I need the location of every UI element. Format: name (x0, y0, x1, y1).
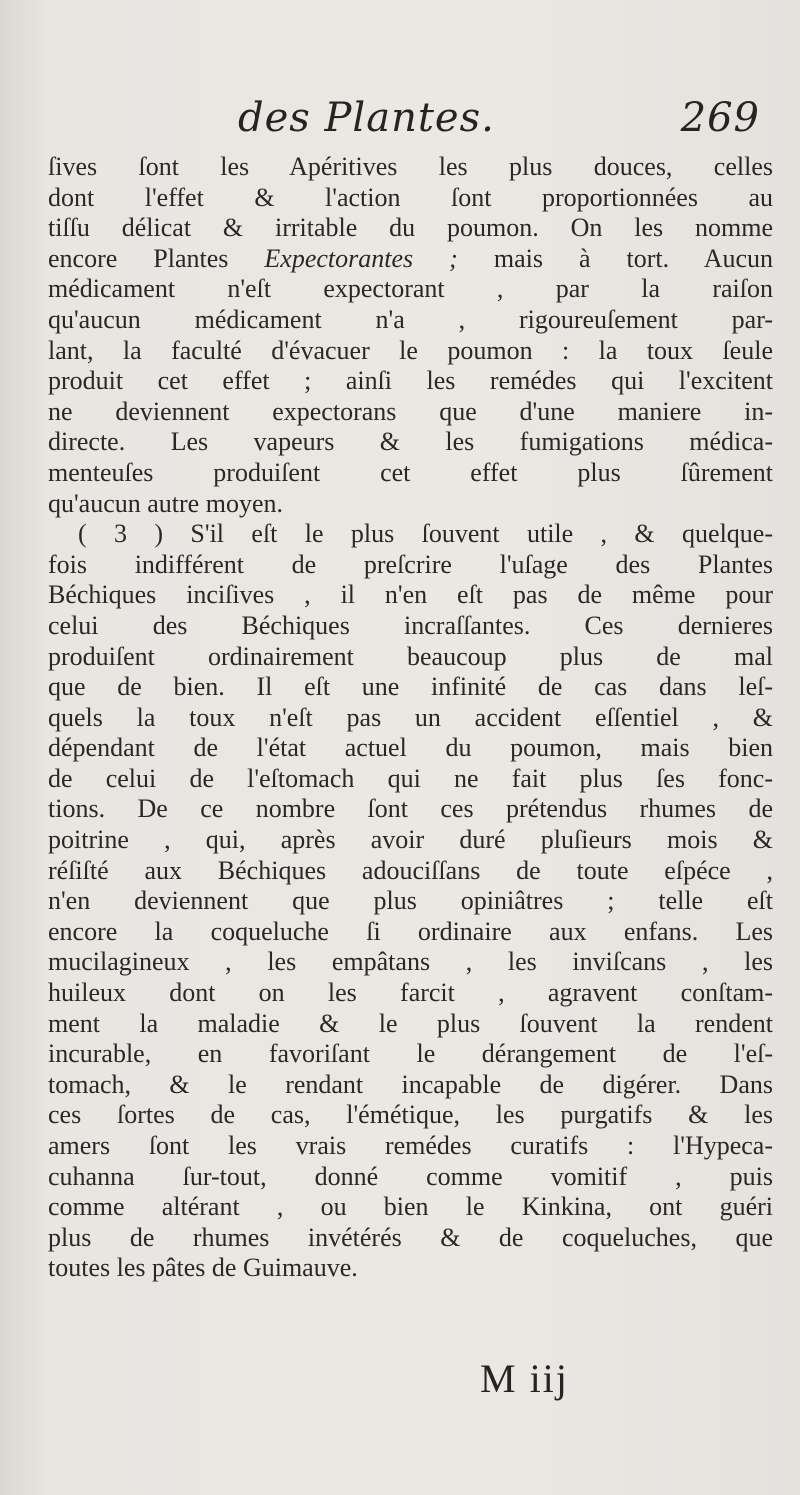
text-line: médicament n'eſt expectorant , par la raiſon (48, 274, 773, 304)
text-line: de celui de l'eſtomach qui ne fait plus ſes fonc- (48, 763, 773, 793)
italic-term: Expectorantes ; (264, 243, 458, 273)
text-line: produiſent ordinairement beaucoup plus de mal (48, 641, 773, 671)
text-line: huileux dont on les farcit , agravent conſtam- (48, 978, 773, 1008)
text-line: mucilagineux , les empâtans , les inviſcans , les (48, 947, 773, 977)
text-line: ces ſortes de cas, l'émétique, les purgatifs & les (48, 1100, 773, 1130)
text-line: que de bien. Il eſt une infinité de cas dans leſ- (48, 672, 773, 702)
text-line: lant, la faculté d'évacuer le poumon : la toux ſeule (48, 335, 773, 365)
text-line: comme altérant , ou bien le Kinkina, ont guéri (48, 1192, 773, 1222)
body-text (48, 152, 773, 1284)
text-line: amers ſont les vrais remédes curatifs : l'Hypeca- (48, 1131, 773, 1160)
text-line: menteuſes produiſent cet effet plus ſûrement (48, 457, 773, 487)
text-line: dépendant de l'état actuel du poumon, mais bien (48, 733, 773, 763)
text-line: n'en deviennent que plus opiniâtres ; telle eſt (48, 886, 773, 916)
signature-mark: M iij (480, 1356, 569, 1401)
text-line: tiſſu délicat & irritable du poumon. On les nomme (48, 213, 773, 243)
text-line: tions. De ce nombre ſont ces prétendus rhumes de (48, 794, 773, 824)
running-title: des Plantes. (238, 95, 495, 141)
text-line: tomach, & le rendant incapable de digérer. Dans (48, 1069, 773, 1099)
text-line: qu'aucun autre moyen. (48, 488, 283, 518)
text-line: plus de rhumes invétérés & de coqueluches, que (48, 1222, 773, 1252)
text-line-with-italic (48, 244, 773, 275)
text-line: poitrine , qui, après avoir duré pluſieurs mois & (48, 825, 773, 855)
text-line: produit cet effet ; ainſi les remédes qui l'excitent (48, 366, 773, 396)
text-line: incurable, en favoriſant le dérangement de l'eſ- (48, 1039, 773, 1069)
text-line: ne deviennent expectorans que d'une maniere in- (48, 396, 773, 426)
text-line: toutes les pâtes de Guimauve. (48, 1253, 358, 1283)
text-line: encore la coqueluche ſi ordinaire aux enfans. Les (48, 916, 773, 946)
text-line: Béchiques inciſives , il n'en eſt pas de même pour (48, 580, 773, 610)
text-line: ſives ſont les Apéritives les plus douces, celles (48, 152, 773, 181)
text-line: dont l'effet & l'action ſont proportionnées au (48, 182, 773, 212)
page-number: 269 (680, 95, 760, 141)
text-line: celui des Béchiques incraſſantes. Ces dernieres (48, 610, 773, 640)
text-fragment: mais à tort. Aucun (493, 243, 774, 273)
text-line: quels la toux n'eſt pas un accident eſſentiel , & (48, 702, 773, 732)
text-fragment: encore Plantes (48, 243, 229, 273)
text-line: réſiſté aux Béchiques adouciſſans de toute eſpéce , (48, 855, 773, 885)
text-line: directe. Les vapeurs & les fumigations médica- (48, 427, 773, 457)
text-line: fois indifférent de preſcrire l'uſage des Plantes (48, 549, 773, 579)
page-header (48, 95, 760, 155)
text-line: qu'aucun médicament n'a , rigoureuſement par- (48, 304, 773, 334)
text-line: cuhanna ſur-tout, donné comme vomitif , puis (48, 1161, 773, 1191)
text-line: ment la maladie & le plus ſouvent la rendent (48, 1008, 773, 1038)
text-line: ( 3 ) S'il eſt le plus ſouvent utile , & quelque- (78, 519, 773, 549)
